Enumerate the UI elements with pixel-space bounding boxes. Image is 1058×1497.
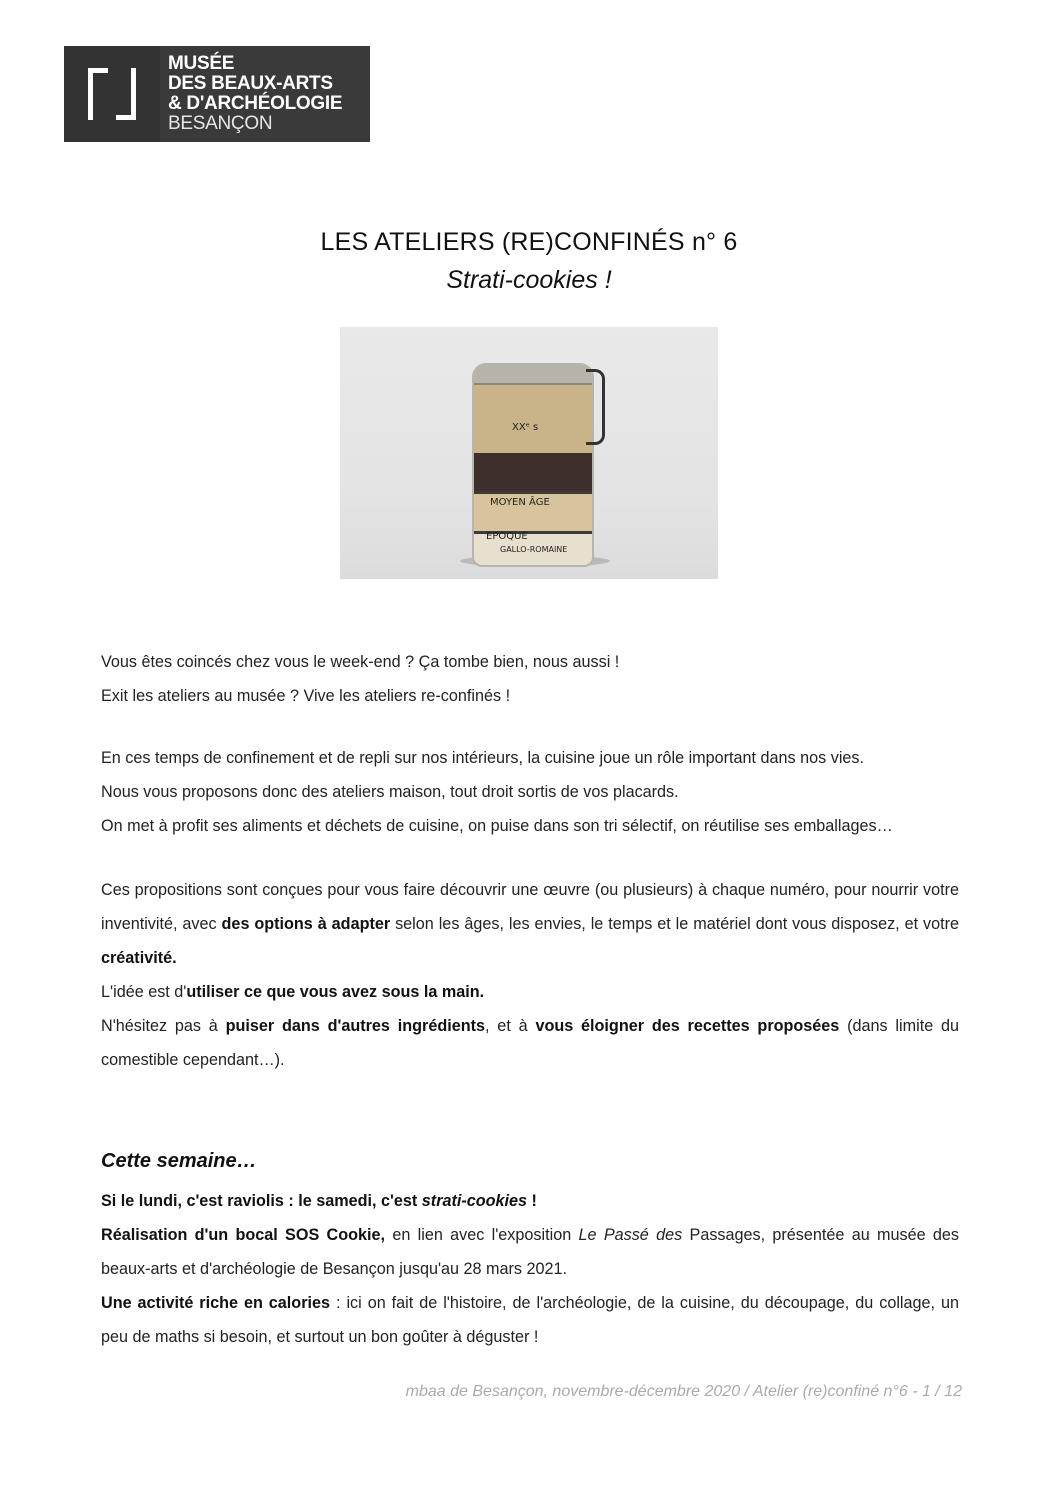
- proposals-hesitate-paragraph: N'hésitez pas à puiser dans d'autres ingrédients, et à vous éloigner des recettes proposées (dans limite du comestible cependant…).: [101, 1017, 960, 1069]
- context-line-3: On met à profit ses aliments et déchets de cuisine, on puise dans son tri sélectif, on réutilise ses emballages…: [101, 817, 893, 835]
- jar-label-bottom-1: EPOQUE: [486, 531, 528, 542]
- jar-label-mid: MOYEN ÂGE: [490, 497, 550, 508]
- page-subtitle: Strati-cookies !: [446, 266, 612, 294]
- jar-label-top: XXᵉ s: [512, 422, 539, 433]
- jar-clip: [586, 369, 605, 445]
- logo-line-2: DES BEAUX-ARTS: [168, 73, 333, 94]
- logo-mark-icon: [64, 46, 160, 142]
- this-week-heading: Cette semaine…: [101, 1150, 257, 1172]
- logo-wordmark: [160, 46, 370, 142]
- intro-line-2: Exit les ateliers au musée ? Vive les ateliers re-confinés !: [101, 687, 511, 705]
- logo-line-4: BESANÇON: [168, 113, 273, 134]
- week-line-3: Une activité riche en calories : ici on fait de l'histoire, de l'archéologie, de la cuisine, du découpage, du collage, un peu de maths si besoin, et surtout un bon goûter à déguster !: [101, 1294, 960, 1346]
- logo-line-1: MUSÉE: [168, 53, 235, 74]
- museum-logo: [64, 46, 370, 142]
- jar-photo: [340, 327, 718, 579]
- logo-line-3: & D'ARCHÉOLOGIE: [168, 93, 343, 114]
- intro-line-1: Vous êtes coincés chez vous le week-end ? Ça tombe bien, nous aussi !: [101, 653, 620, 671]
- jar-label-bottom-2: GALLO-ROMAINE: [500, 545, 568, 554]
- week-line-1: Si le lundi, c'est raviolis : le samedi, c'est strati-cookies !: [101, 1192, 537, 1210]
- proposals-idea-line: L'idée est d'utiliser ce que vous avez sous la main.: [101, 983, 485, 1001]
- page-footer: mbaa de Besançon, novembre-décembre 2020 / Atelier (re)confiné n°6 - 1 / 12: [405, 1383, 962, 1400]
- page-title: LES ATELIERS (RE)CONFINÉS n° 6: [320, 228, 738, 256]
- week-line-2: Réalisation d'un bocal SOS Cookie, en lien avec l'exposition Le Passé des Passages, présentée au musée des beaux-arts et d'archéologie de Besançon jusqu'au 28 mars 2021.: [101, 1226, 960, 1278]
- context-line-2: Nous vous proposons donc des ateliers maison, tout droit sortis de vos placards.: [101, 783, 679, 801]
- proposals-paragraph: Ces propositions sont conçues pour vous faire découvrir une œuvre (ou plusieurs) à chaque numéro, pour nourrir votre inventivité, avec des options à adapter selon les âges, les envies, le temps et le matériel dont vous disposez, et votre créativité.: [101, 881, 960, 967]
- context-line-1: En ces temps de confinement et de repli sur nos intérieurs, la cuisine joue un rôle important dans nos vies.: [101, 749, 865, 767]
